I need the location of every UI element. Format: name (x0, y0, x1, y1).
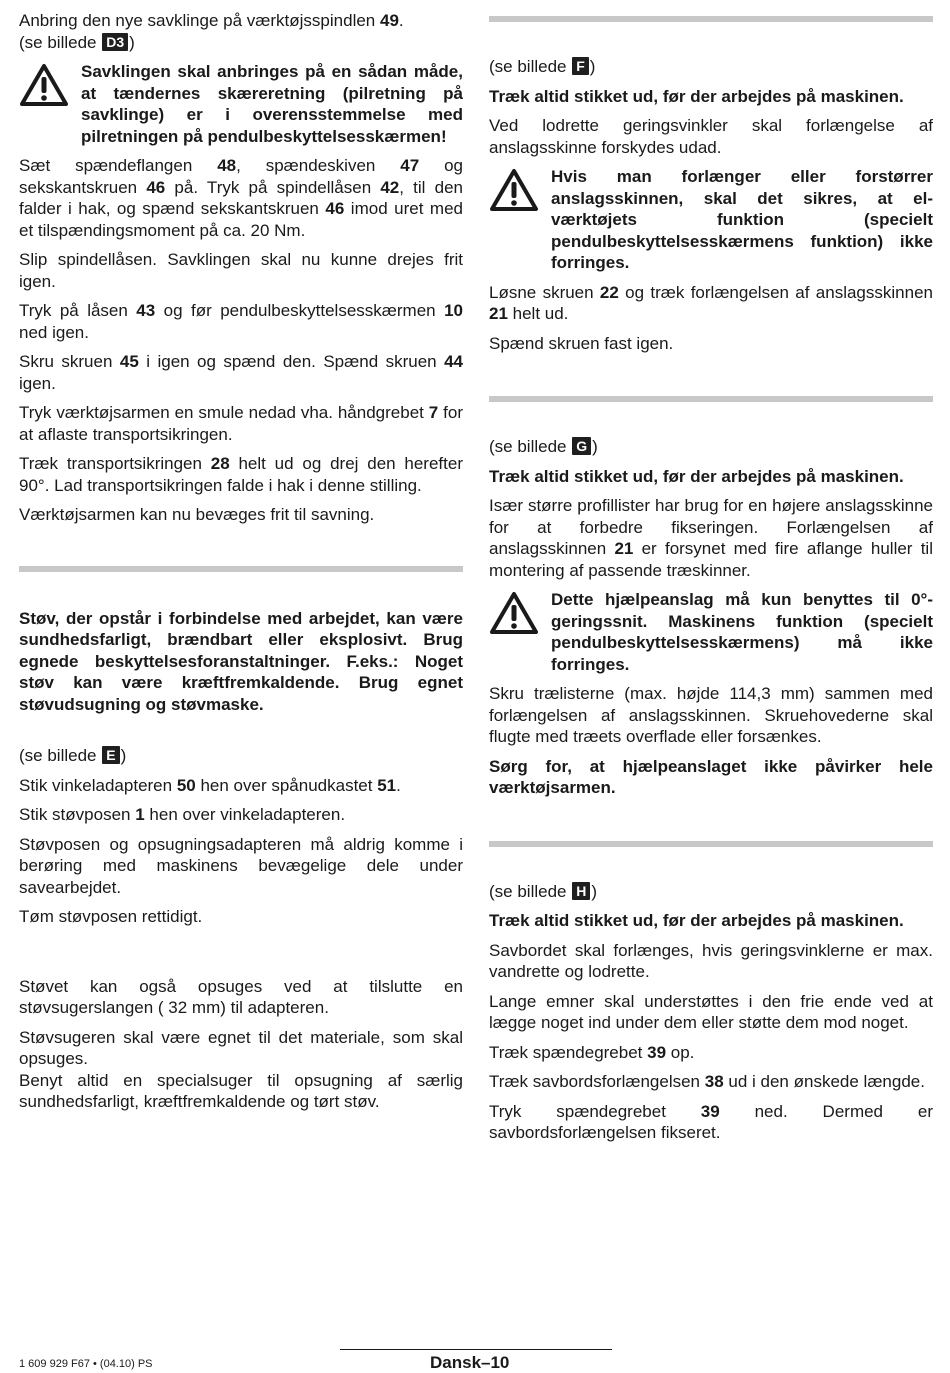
unplug-warning: Træk altid stikket ud, før der arbejdes på maskinen. (489, 466, 904, 486)
paragraph: Tryk værktøjsarmen en smule nedad vha. håndgrebet 7 for at aflaste transportsikringen. (19, 403, 463, 444)
page-number: Dansk–10 (430, 1353, 510, 1372)
figure-badge: H (572, 882, 590, 900)
figure-badge: E (102, 746, 119, 764)
document-code: 1 609 929 F67 • (04.10) PS (19, 1358, 153, 1370)
paragraph: Især større profillister har brug for en højere anslagsskinne for at forbedre fikseringen. Forlængelsen af anslagsskinnen 21 er forsynet med fire aflange huller til montering af passende træskinner. (489, 496, 933, 580)
warning-text: Hvis man forlænger eller forstørrer anslagsskinnen, skal det sikres, at el-værktøjets funktion (specielt pendulbeskyttelsesskærmens funktion) ikke forringes. (551, 167, 933, 272)
warning-text: Savklingen skal anbringes på en sådan måde, at tændernes skæreretning (pilretning på savklinge) er i overensstemmelse med pilretningen på pendulbeskyttelsesskærmen! (81, 62, 463, 146)
paragraph: Støvposen og opsugningsadapteren må aldrig komme i berøring med maskinens bevægelige dele under savearbejdet. (19, 834, 463, 897)
warning-triangle-icon (489, 168, 539, 212)
paragraph: Tøm støvposen rettidigt. (19, 907, 203, 926)
paragraph: Ved lodrette geringsvinkler skal forlængelse af anslagsskinne forskydes udad. (489, 116, 933, 157)
paragraph: Spænd skruen fast igen. (489, 333, 674, 353)
paragraph: Stik støvposen 1 hen over vinkeladapteren. (19, 805, 346, 824)
warning-block (489, 166, 933, 274)
paragraph: Træk savbordsforlængelsen 38 ud i den ønskede længde. (489, 1072, 925, 1091)
paragraph: Støvet kan også opsuges ved at tilslutte en støvsugerslangen ( 32 mm) til adapteren. (19, 976, 463, 1017)
paragraph: Lange emner skal understøttes i den frie ende ved at lægge noget ind under dem eller støtte dem mod noget. (489, 991, 933, 1032)
warning-triangle-icon (19, 63, 69, 107)
warning-triangle-icon (489, 591, 539, 635)
figure-reference: (se billede G ) (489, 437, 598, 456)
paragraph: Slip spindellåsen. Savklingen skal nu kunne drejes frit igen. (19, 250, 463, 291)
unplug-warning: Træk altid stikket ud, før der arbejdes på maskinen. (489, 911, 904, 930)
warning-block (19, 61, 463, 147)
dust-warning: Støv, der opstår i forbindelse med arbejdet, kan være sundhedsfarligt, brændbart eller eksplosivt. Brug egnede beskyttelsesforanstaltninger. F.eks.: Noget støv kan være kræftfremkaldende. Brug egnet støvudsugning og støvmaske. (19, 608, 463, 714)
paragraph: Tryk på låsen 43 og før pendulbeskyttelsesskærmen 10 ned igen. (19, 301, 463, 342)
figure-badge: F (572, 57, 589, 75)
paragraph: Savbordet skal forlænges, hvis geringsvinklerne er max. vandrette og lodrette. (489, 940, 933, 981)
paragraph: Skru trælisterne (max. højde 114,3 mm) sammen med forlængelsen af anslagsskinnen. Skruehovederne skal flugte med træets overflade eller forsænkes. (489, 684, 933, 746)
paragraph: Sørg for, at hjælpeanslaget ikke påvirker hele værktøjsarmen. (489, 756, 933, 797)
paragraph: Værktøjsarmen kan nu bevæges frit til savning. (19, 505, 375, 524)
paragraph: Træk transportsikringen 28 helt ud og drej den herefter 90°. Lad transportsikringen falde i hak i denne stilling. (19, 454, 463, 495)
right-column (489, 10, 933, 1152)
figure-reference: (se billede F ) (489, 57, 596, 76)
paragraph: Benyt altid en specialsuger til opsugning af særlig sundhedsfarligt, kræftfremkaldende og tørt støv. (19, 1070, 463, 1111)
figure-badge: D3 (102, 33, 128, 51)
figure-reference: (se billede D3 ) (19, 32, 135, 52)
figure-reference: (se billede H ) (489, 881, 598, 901)
unplug-warning: Træk altid stikket ud, før der arbejdes på maskinen. (489, 86, 904, 106)
left-column (19, 10, 463, 1121)
warning-text: Dette hjælpeanslag må kun benyttes til 0°-geringssnit. Maskinens funktion (specielt pendulbeskyttelsesskærmens) må ikke forringes. (551, 590, 933, 674)
figure-badge: G (572, 437, 591, 455)
paragraph: Sæt spændeflangen 48, spændeskiven 47 og sekskantskruen 46 på. Tryk på spindellåsen 42, til den falder i hak, og spænd sekskantskruen 46 imod uret med et tilspændingsmoment på ca. 20 Nm. (19, 156, 464, 240)
warning-block (489, 589, 933, 675)
paragraph: Tryk spændegrebet 39 ned. Dermed er savbordsforlængelsen fikseret. (489, 1101, 933, 1142)
figure-reference: (se billede E ) (19, 746, 127, 765)
paragraph: Træk spændegrebet 39 op. (489, 1042, 695, 1062)
paragraph: Løsne skruen 22 og træk forlængelsen af anslagsskinnen 21 helt ud. (489, 282, 933, 323)
footer-rule (340, 1349, 612, 1350)
paragraph: Skru skruen 45 i igen og spænd den. Spænd skruen 44 igen. (19, 352, 463, 393)
paragraph: Støvsugeren skal være egnet til det materiale, som skal opsuges. (19, 1027, 463, 1068)
paragraph: Stik vinkeladapteren 50 hen over spånudkastet 51. (19, 775, 401, 795)
paragraph: Anbring den nye savklinge på værktøjsspindlen 49. (19, 11, 404, 30)
